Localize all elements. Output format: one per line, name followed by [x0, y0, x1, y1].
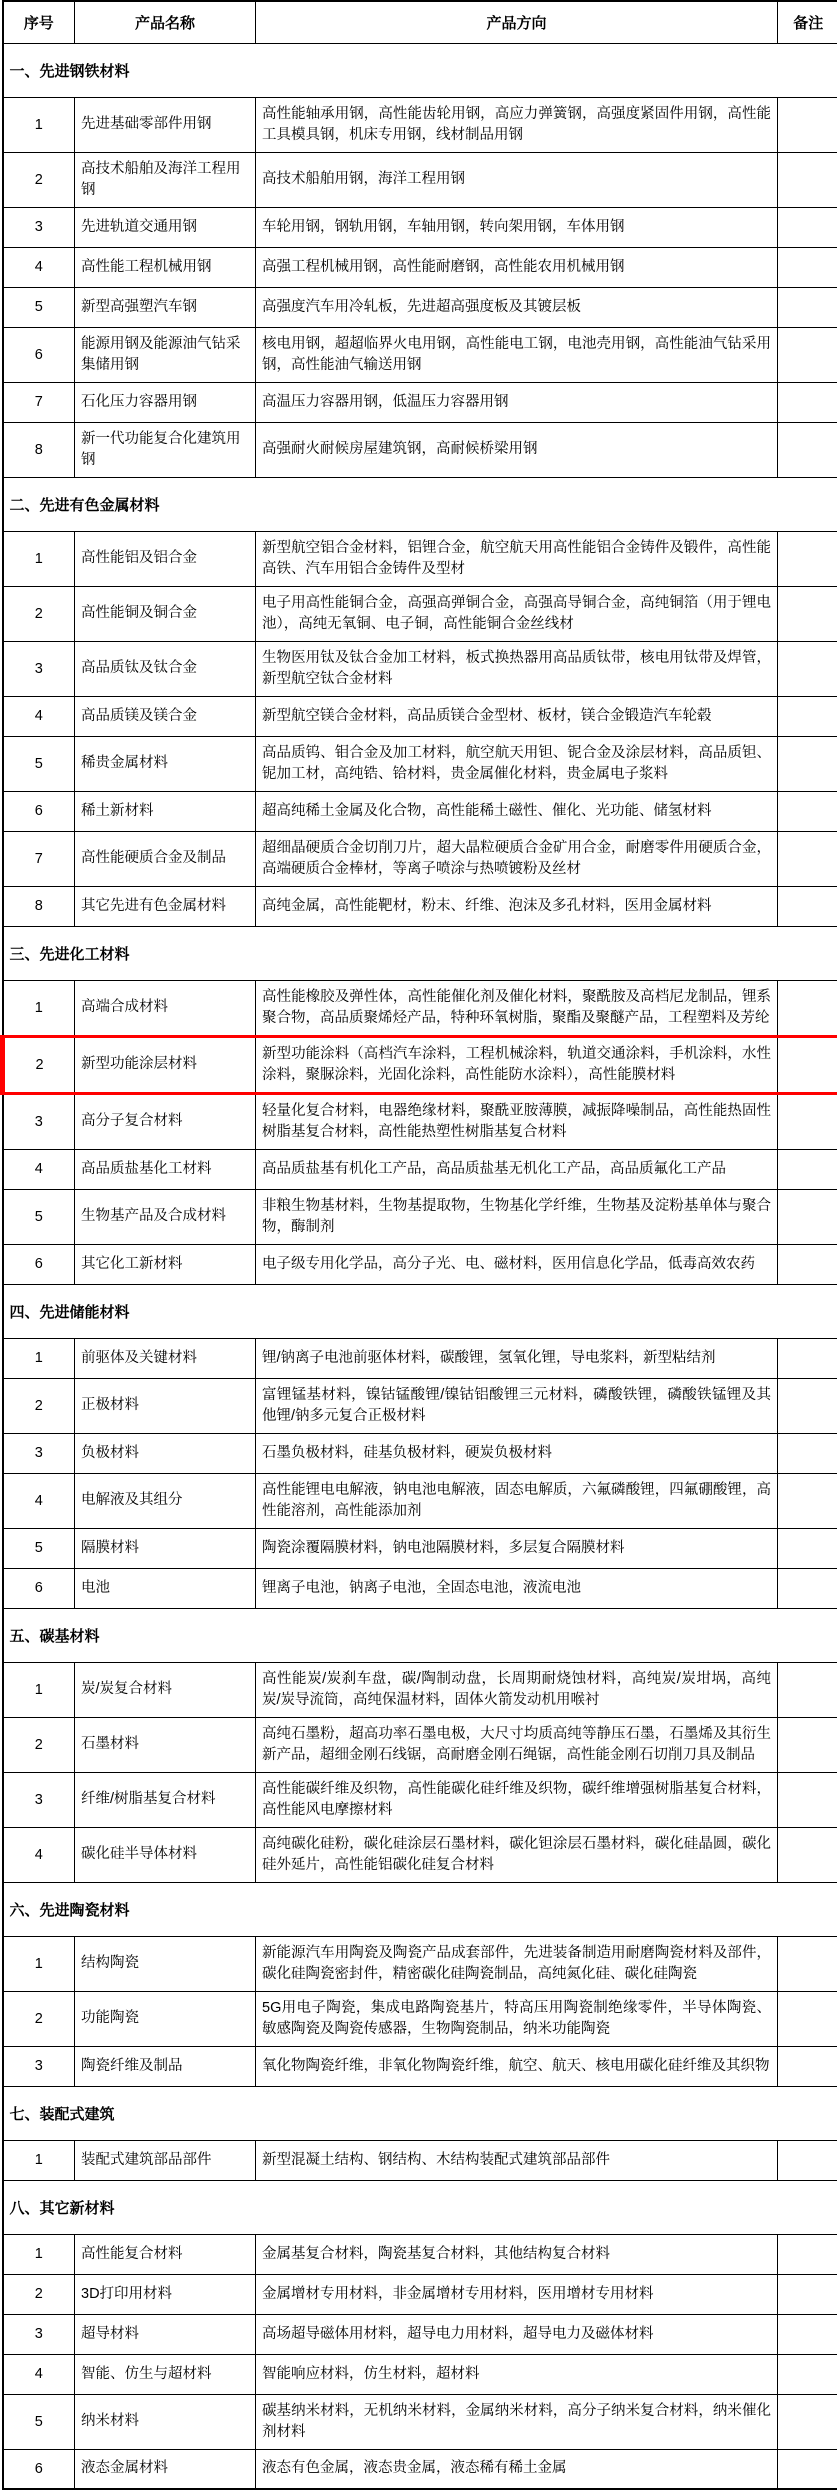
product-direction-cell: 高纯碳化硅粉，碳化硅涂层石墨材料，碳化钽涂层石墨材料，碳化硅晶圆，碳化硅外延片，高性能铝碳化硅复合材料	[256, 1827, 778, 1882]
product-name-cell: 高品质盐基化工材料	[75, 1149, 256, 1189]
row-number-cell: 2	[3, 1378, 75, 1433]
section-title: 七、装配式建筑	[3, 2086, 837, 2140]
remark-cell	[778, 207, 837, 247]
product-name-cell: 高性能铝及铝合金	[75, 531, 256, 586]
product-name-cell: 高品质镁及镁合金	[75, 696, 256, 736]
row-number-cell: 6	[3, 1568, 75, 1608]
row-number-cell: 1	[3, 97, 75, 152]
product-direction-cell: 高技术船舶用钢，海洋工程用钢	[256, 152, 778, 207]
table-row	[3, 2354, 837, 2394]
product-name-cell: 高性能工程机械用钢	[75, 247, 256, 287]
row-number-cell: 4	[3, 1827, 75, 1882]
section-header-row	[3, 477, 837, 531]
row-number-cell: 5	[3, 1528, 75, 1568]
product-direction-cell: 超细晶硬质合金切削刀片，超大晶粒硬质合金矿用合金，耐磨零件用硬质合金，高端硬质合金棒材，等离子喷涂与热喷镀粉及丝材	[256, 831, 778, 886]
remark-cell	[778, 2394, 837, 2449]
section-title: 四、先进储能材料	[3, 1284, 837, 1338]
remark-cell	[778, 1149, 837, 1189]
table-row	[3, 2140, 837, 2180]
remark-cell	[778, 586, 837, 641]
table-row	[3, 641, 837, 696]
product-name-cell: 高性能铜及铜合金	[75, 586, 256, 641]
table-row	[3, 1149, 837, 1189]
row-number-cell: 1	[3, 1662, 75, 1717]
table-row	[3, 1433, 837, 1473]
product-name-cell: 新一代功能复合化建筑用钢	[75, 422, 256, 477]
table-row	[3, 1244, 837, 1284]
product-name-cell: 隔膜材料	[75, 1528, 256, 1568]
section-title: 一、先进钢铁材料	[3, 43, 837, 97]
product-direction-cell: 智能响应材料，仿生材料，超材料	[256, 2354, 778, 2394]
row-number-cell: 2	[3, 152, 75, 207]
product-direction-cell: 电子级专用化学品，高分子光、电、磁材料，医用信息化学品，低毒高效农药	[256, 1244, 778, 1284]
row-number-cell: 1	[3, 980, 75, 1036]
product-name-cell: 生物基产品及合成材料	[75, 1189, 256, 1244]
product-name-cell: 陶瓷纤维及制品	[75, 2046, 256, 2086]
table-row	[3, 152, 837, 207]
row-number-cell: 2	[3, 1717, 75, 1772]
row-number-cell: 7	[3, 831, 75, 886]
table-row	[3, 831, 837, 886]
section-title: 五、碳基材料	[3, 1608, 837, 1662]
product-direction-cell: 锂/钠离子电池前驱体材料，碳酸锂，氢氧化锂，导电浆料，新型粘结剂	[256, 1338, 778, 1378]
product-name-cell: 纳米材料	[75, 2394, 256, 2449]
table-row	[3, 736, 837, 791]
remark-cell	[778, 247, 837, 287]
row-number-cell: 3	[3, 1772, 75, 1827]
product-direction-cell: 轻量化复合材料，电器绝缘材料，聚酰亚胺薄膜，减振降噪制品，高性能热固性树脂基复合材料，高性能热塑性树脂基复合材料	[256, 1093, 778, 1149]
product-name-cell: 新型高强塑汽车钢	[75, 287, 256, 327]
product-direction-cell: 车轮用钢，钢轨用钢，车轴用钢，转向架用钢，车体用钢	[256, 207, 778, 247]
row-number-cell: 4	[3, 1149, 75, 1189]
table-row	[3, 287, 837, 327]
product-name-cell: 稀土新材料	[75, 791, 256, 831]
row-number-cell: 4	[3, 696, 75, 736]
remark-cell	[778, 2274, 837, 2314]
product-direction-cell: 碳基纳米材料，无机纳米材料，金属纳米材料，高分子纳米复合材料，纳米催化剂材料	[256, 2394, 778, 2449]
row-number-cell: 4	[3, 247, 75, 287]
table-body	[3, 43, 837, 2489]
row-number-cell: 6	[3, 2449, 75, 2489]
remark-cell	[778, 1473, 837, 1528]
row-number-cell: 8	[3, 422, 75, 477]
row-number-cell: 1	[3, 2140, 75, 2180]
remark-cell	[778, 1093, 837, 1149]
product-name-cell: 新型功能涂层材料	[75, 1036, 256, 1093]
product-direction-cell: 高品质钨、钼合金及加工材料，航空航天用钽、铌合金及涂层材料，高品质钽、铌加工材，高纯锆、铪材料，贵金属催化材料，贵金属电子浆料	[256, 736, 778, 791]
remark-cell	[778, 1338, 837, 1378]
col-header-remark: 备注	[778, 1, 837, 43]
product-direction-cell: 5G用电子陶瓷，集成电路陶瓷基片，特高压用陶瓷制绝缘零件，半导体陶瓷、敏感陶瓷及陶瓷传感器，生物陶瓷制品，纳米功能陶瓷	[256, 1991, 778, 2046]
table-row	[3, 2449, 837, 2489]
row-number-cell: 6	[3, 791, 75, 831]
row-number-cell: 3	[3, 1433, 75, 1473]
product-direction-cell: 高性能炭/炭刹车盘，碳/陶制动盘，长周期耐烧蚀材料，高纯炭/炭坩埚，高纯炭/炭导流筒，高纯保温材料，固体火箭发动机用喉衬	[256, 1662, 778, 1717]
product-direction-cell: 高强度汽车用冷轧板，先进超高强度板及其镀层板	[256, 287, 778, 327]
table-row	[3, 531, 837, 586]
remark-cell	[778, 287, 837, 327]
table-row	[3, 791, 837, 831]
product-direction-cell: 高性能橡胶及弹性体，高性能催化剂及催化材料，聚酰胺及高档尼龙制品，锂系聚合物，高品质聚烯烃产品，特种环氧树脂，聚酯及聚醚产品，工程塑料及芳纶	[256, 980, 778, 1036]
product-name-cell: 稀贵金属材料	[75, 736, 256, 791]
table-row	[3, 1378, 837, 1433]
table-row	[3, 886, 837, 926]
table-row	[3, 2046, 837, 2086]
table-row	[3, 1772, 837, 1827]
product-direction-cell: 液态有色金属，液态贵金属，液态稀有稀土金属	[256, 2449, 778, 2489]
product-direction-cell: 新型功能涂料（高档汽车涂料，工程机械涂料，轨道交通涂料，手机涂料，水性涂料，聚脲涂料，光固化涂料，高性能防水涂料），高性能膜材料	[256, 1036, 778, 1093]
product-name-cell: 能源用钢及能源油气钻采集储用钢	[75, 327, 256, 382]
row-number-cell: 1	[3, 2234, 75, 2274]
remark-cell	[778, 422, 837, 477]
product-name-cell: 装配式建筑部品部件	[75, 2140, 256, 2180]
product-name-cell: 液态金属材料	[75, 2449, 256, 2489]
remark-cell	[778, 327, 837, 382]
table-row	[3, 1936, 837, 1991]
remark-cell	[778, 1528, 837, 1568]
table-row	[3, 2314, 837, 2354]
col-header-serial-number: 序号	[3, 1, 75, 43]
product-direction-cell: 高纯石墨粉，超高功率石墨电极，大尺寸均质高纯等静压石墨，石墨烯及其衍生新产品，超细金刚石线锯，高耐磨金刚石绳锯，高性能金刚石切削刀具及制品	[256, 1717, 778, 1772]
section-header-row	[3, 926, 837, 980]
remark-cell	[778, 1662, 837, 1717]
remark-cell	[778, 1991, 837, 2046]
remark-cell	[778, 2234, 837, 2274]
table-row	[3, 980, 837, 1036]
remark-cell	[778, 382, 837, 422]
table-row	[3, 2394, 837, 2449]
row-number-cell: 6	[3, 1244, 75, 1284]
product-name-cell: 高分子复合材料	[75, 1093, 256, 1149]
row-number-cell: 7	[3, 382, 75, 422]
table-row	[3, 422, 837, 477]
product-name-cell: 高性能硬质合金及制品	[75, 831, 256, 886]
row-number-cell: 2	[3, 1991, 75, 2046]
product-name-cell: 高品质钛及钛合金	[75, 641, 256, 696]
remark-cell	[778, 641, 837, 696]
remark-cell	[778, 736, 837, 791]
product-direction-cell: 富锂锰基材料，镍钴锰酸锂/镍钴铝酸锂三元材料，磷酸铁锂，磷酸铁锰锂及其他锂/钠多元复合正极材料	[256, 1378, 778, 1433]
product-name-cell: 高性能复合材料	[75, 2234, 256, 2274]
highlighted-table-row	[3, 1036, 837, 1093]
row-number-cell: 3	[3, 641, 75, 696]
row-number-cell: 4	[3, 2354, 75, 2394]
remark-cell	[778, 97, 837, 152]
table-row	[3, 696, 837, 736]
product-name-cell: 3D打印用材料	[75, 2274, 256, 2314]
row-number-cell: 3	[3, 2314, 75, 2354]
remark-cell	[778, 531, 837, 586]
product-name-cell: 电解液及其组分	[75, 1473, 256, 1528]
section-header-row	[3, 2180, 837, 2234]
row-number-cell: 5	[3, 736, 75, 791]
remark-cell	[778, 831, 837, 886]
product-direction-cell: 金属增材专用材料，非金属增材专用材料，医用增材专用材料	[256, 2274, 778, 2314]
product-name-cell: 高端合成材料	[75, 980, 256, 1036]
product-direction-cell: 生物医用钛及钛合金加工材料，板式换热器用高品质钛带，核电用钛带及焊管，新型航空钛合金材料	[256, 641, 778, 696]
row-number-cell: 3	[3, 2046, 75, 2086]
table-row	[3, 327, 837, 382]
remark-cell	[778, 1036, 837, 1093]
row-number-cell: 5	[3, 1189, 75, 1244]
col-header-product-direction: 产品方向	[256, 1, 778, 43]
remark-cell	[778, 1189, 837, 1244]
product-direction-cell: 高强工程机械用钢，高性能耐磨钢，高性能农用机械用钢	[256, 247, 778, 287]
product-direction-cell: 锂离子电池，钠离子电池，全固态电池，液流电池	[256, 1568, 778, 1608]
product-name-cell: 其它先进有色金属材料	[75, 886, 256, 926]
remark-cell	[778, 2449, 837, 2489]
product-name-cell: 结构陶瓷	[75, 1936, 256, 1991]
row-number-cell: 5	[3, 2394, 75, 2449]
row-number-cell: 2	[3, 586, 75, 641]
table-row	[3, 1189, 837, 1244]
table-row	[3, 2234, 837, 2274]
product-name-cell: 超导材料	[75, 2314, 256, 2354]
row-number-cell: 8	[3, 886, 75, 926]
product-direction-cell: 高温压力容器用钢，低温压力容器用钢	[256, 382, 778, 422]
product-direction-cell: 非粮生物基材料，生物基提取物，生物基化学纤维，生物基及淀粉基单体与聚合物，酶制剂	[256, 1189, 778, 1244]
row-number-cell: 1	[3, 1936, 75, 1991]
section-header-row	[3, 1608, 837, 1662]
product-name-cell: 碳化硅半导体材料	[75, 1827, 256, 1882]
product-name-cell: 其它化工新材料	[75, 1244, 256, 1284]
row-number-cell: 4	[3, 1473, 75, 1528]
remark-cell	[778, 1433, 837, 1473]
table-row	[3, 1528, 837, 1568]
table-row	[3, 586, 837, 641]
section-title: 六、先进陶瓷材料	[3, 1882, 837, 1936]
product-name-cell: 石化压力容器用钢	[75, 382, 256, 422]
product-name-cell: 纤维/树脂基复合材料	[75, 1772, 256, 1827]
row-number-cell: 2	[3, 1036, 75, 1093]
table-row	[3, 97, 837, 152]
table-row	[3, 382, 837, 422]
table-row	[3, 247, 837, 287]
remark-cell	[778, 2354, 837, 2394]
product-direction-cell: 陶瓷涂覆隔膜材料，钠电池隔膜材料，多层复合隔膜材料	[256, 1528, 778, 1568]
table-row	[3, 1473, 837, 1528]
section-header-row	[3, 43, 837, 97]
remark-cell	[778, 886, 837, 926]
product-direction-cell: 高品质盐基有机化工产品，高品质盐基无机化工产品，高品质氟化工产品	[256, 1149, 778, 1189]
product-direction-cell: 超高纯稀土金属及化合物，高性能稀土磁性、催化、光功能、储氢材料	[256, 791, 778, 831]
remark-cell	[778, 1378, 837, 1433]
section-title: 八、其它新材料	[3, 2180, 837, 2234]
section-header-row	[3, 1284, 837, 1338]
product-name-cell: 智能、仿生与超材料	[75, 2354, 256, 2394]
product-name-cell: 炭/炭复合材料	[75, 1662, 256, 1717]
product-direction-cell: 核电用钢，超超临界火电用钢，高性能电工钢，电池壳用钢，高性能油气钻采用钢，高性能油气输送用钢	[256, 327, 778, 382]
product-name-cell: 正极材料	[75, 1378, 256, 1433]
product-direction-cell: 高场超导磁体用材料，超导电力用材料，超导电力及磁体材料	[256, 2314, 778, 2354]
remark-cell	[778, 696, 837, 736]
remark-cell	[778, 2046, 837, 2086]
product-direction-cell: 电子用高性能铜合金，高强高弹铜合金，高强高导铜合金，高纯铜箔（用于锂电池），高纯无氧铜、电子铜，高性能铜合金丝线材	[256, 586, 778, 641]
product-name-cell: 先进基础零部件用钢	[75, 97, 256, 152]
section-header-row	[3, 1882, 837, 1936]
table-row	[3, 1991, 837, 2046]
table-row	[3, 2274, 837, 2314]
product-direction-cell: 新型航空铝合金材料，铝锂合金，航空航天用高性能铝合金铸件及锻件，高性能高铁、汽车用铝合金铸件及型材	[256, 531, 778, 586]
product-direction-cell: 高性能碳纤维及织物，高性能碳化硅纤维及织物，碳纤维增强树脂基复合材料，高性能风电摩擦材料	[256, 1772, 778, 1827]
product-direction-cell: 高性能锂电电解液，钠电池电解液，固态电解质，六氟磷酸锂，四氟硼酸锂，高性能溶剂，高性能添加剂	[256, 1473, 778, 1528]
product-direction-cell: 高强耐火耐候房屋建筑钢，高耐候桥梁用钢	[256, 422, 778, 477]
col-header-product-name: 产品名称	[75, 1, 256, 43]
row-number-cell: 2	[3, 2274, 75, 2314]
section-header-row	[3, 2086, 837, 2140]
product-direction-cell: 高性能轴承用钢，高性能齿轮用钢，高应力弹簧钢，高强度紧固件用钢，高性能工具模具钢，机床专用钢，线材制品用钢	[256, 97, 778, 152]
product-direction-cell: 高纯金属，高性能靶材，粉末、纤维、泡沫及多孔材料，医用金属材料	[256, 886, 778, 926]
remark-cell	[778, 1827, 837, 1882]
product-name-cell: 电池	[75, 1568, 256, 1608]
table-row	[3, 1568, 837, 1608]
table-row	[3, 1717, 837, 1772]
product-name-cell: 负极材料	[75, 1433, 256, 1473]
product-name-cell: 前驱体及关键材料	[75, 1338, 256, 1378]
table-row	[3, 1662, 837, 1717]
row-number-cell: 5	[3, 287, 75, 327]
remark-cell	[778, 1717, 837, 1772]
table-row	[3, 207, 837, 247]
row-number-cell: 1	[3, 531, 75, 586]
row-number-cell: 3	[3, 207, 75, 247]
product-name-cell: 功能陶瓷	[75, 1991, 256, 2046]
product-direction-cell: 新型航空镁合金材料，高品质镁合金型材、板材，镁合金锻造汽车轮毂	[256, 696, 778, 736]
product-direction-cell: 石墨负极材料，硅基负极材料，硬炭负极材料	[256, 1433, 778, 1473]
remark-cell	[778, 1244, 837, 1284]
remark-cell	[778, 1772, 837, 1827]
remark-cell	[778, 791, 837, 831]
product-name-cell: 石墨材料	[75, 1717, 256, 1772]
product-name-cell: 高技术船舶及海洋工程用钢	[75, 152, 256, 207]
remark-cell	[778, 1936, 837, 1991]
remark-cell	[778, 2314, 837, 2354]
table-row	[3, 1093, 837, 1149]
table-row	[3, 1338, 837, 1378]
remark-cell	[778, 152, 837, 207]
remark-cell	[778, 2140, 837, 2180]
product-direction-cell: 新能源汽车用陶瓷及陶瓷产品成套部件，先进装备制造用耐磨陶瓷材料及部件，碳化硅陶瓷密封件，精密碳化硅陶瓷制品，高纯氮化硅、碳化硅陶瓷	[256, 1936, 778, 1991]
remark-cell	[778, 1568, 837, 1608]
product-direction-cell: 新型混凝土结构、钢结构、木结构装配式建筑部品部件	[256, 2140, 778, 2180]
product-direction-cell: 金属基复合材料，陶瓷基复合材料，其他结构复合材料	[256, 2234, 778, 2274]
remark-cell	[778, 980, 837, 1036]
row-number-cell: 3	[3, 1093, 75, 1149]
section-title: 三、先进化工材料	[3, 926, 837, 980]
row-number-cell: 6	[3, 327, 75, 382]
table-row	[3, 1827, 837, 1882]
product-direction-cell: 氧化物陶瓷纤维，非氧化物陶瓷纤维，航空、航天、核电用碳化硅纤维及其织物	[256, 2046, 778, 2086]
table-header-row	[3, 1, 837, 43]
section-title: 二、先进有色金属材料	[3, 477, 837, 531]
product-name-cell: 先进轨道交通用钢	[75, 207, 256, 247]
row-number-cell: 1	[3, 1338, 75, 1378]
